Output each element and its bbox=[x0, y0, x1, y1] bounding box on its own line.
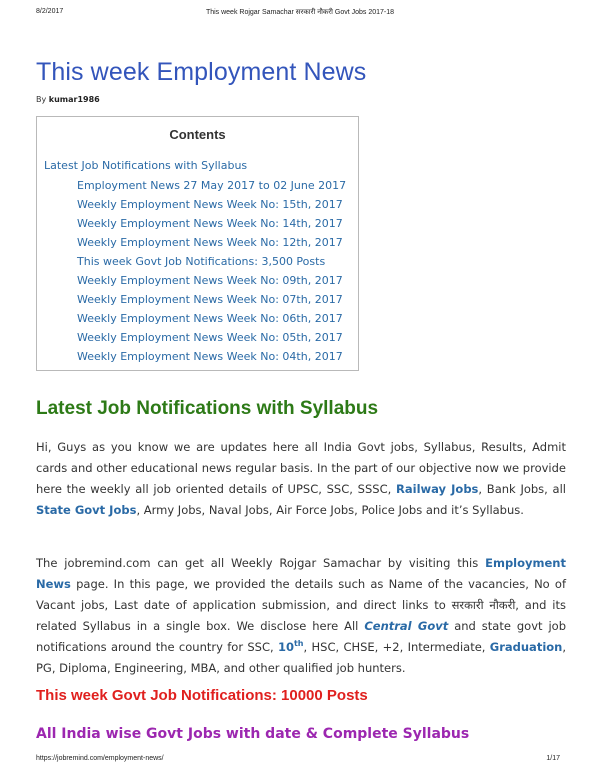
text-run: , PG, Diploma, Engineering, MBA, and other qualified job hunters. bbox=[36, 640, 566, 675]
toc-heading: Contents bbox=[169, 127, 226, 142]
graduation-link[interactable]: Graduation bbox=[489, 640, 563, 654]
railway-jobs-link[interactable]: Railway Jobs bbox=[396, 482, 479, 496]
tenth-link[interactable] bbox=[278, 640, 304, 654]
text-run: , Bank Jobs, all bbox=[478, 482, 566, 496]
toc-item[interactable]: Latest Job Notifications with Syllabus bbox=[44, 159, 248, 172]
toc-item[interactable]: Weekly Employment News Week No: 06th, 2017 bbox=[77, 312, 343, 325]
text-run: and state govt job notifications around the country for SSC, bbox=[36, 619, 566, 654]
toc-item[interactable]: Weekly Employment News Week No: 05th, 2017 bbox=[77, 331, 343, 344]
text-run: The jobremind.com can get all Weekly Rojgar Samachar by visiting this bbox=[36, 556, 486, 570]
toc-item[interactable]: Employment News 27 May 2017 to 02 June 2017 bbox=[77, 179, 347, 192]
toc-item[interactable]: Weekly Employment News Week No: 12th, 2017 bbox=[77, 236, 343, 249]
author-name[interactable]: kumar1986 bbox=[48, 95, 100, 104]
toc-item[interactable]: Weekly Employment News Week No: 07th, 2017 bbox=[77, 293, 343, 306]
tenth-link-text: 10 bbox=[277, 640, 294, 654]
print-footer-page-number: 1/17 bbox=[546, 755, 560, 762]
text-run: Hi, Guys as you know we are updates here all India Govt jobs, Syllabus, Results, Admit cards and other educational news regular basis. In the part of our objective now we provide here the weekly all job oriented details of UPSC, SSC, SSSC, bbox=[36, 440, 566, 496]
toc-item[interactable]: This week Govt Job Notifications: 3,500 Posts bbox=[77, 255, 326, 268]
table-of-contents bbox=[36, 116, 359, 371]
text-run: page. In this page, we provided the details such as Name of the vacancies, No of Vacant jobs, Last date of application submission, and direct links to सरकारी नौकरी, and its related Syllabus in a single box. We disclose here All bbox=[36, 577, 566, 633]
text-run: , HSC, CHSE, +2, Intermediate, bbox=[303, 640, 490, 654]
print-header-title: This week Rojgar Samachar सरकारी नौकरी Govt Jobs 2017-18 bbox=[205, 9, 395, 16]
toc-item[interactable]: Weekly Employment News Week No: 09th, 2017 bbox=[77, 274, 343, 287]
tenth-link-sup: th bbox=[293, 639, 304, 649]
details-paragraph bbox=[36, 553, 566, 679]
byline-label: By bbox=[36, 95, 47, 104]
state-govt-jobs-link[interactable]: State Govt Jobs bbox=[36, 503, 137, 517]
employment-news-link[interactable]: Employment News bbox=[36, 556, 566, 591]
byline bbox=[36, 95, 100, 104]
section-heading: Latest Job Notifications with Syllabus bbox=[36, 398, 379, 419]
toc-item[interactable]: Weekly Employment News Week No: 15th, 2017 bbox=[77, 198, 343, 211]
print-header-date: 8/2/2017 bbox=[36, 8, 64, 15]
central-govt-link[interactable]: Central Govt bbox=[364, 619, 449, 633]
page-title: This week Employment News bbox=[36, 58, 367, 86]
text-run: , Army Jobs, Naval Jobs, Air Force Jobs, Police Jobs and it’s Syllabus. bbox=[136, 503, 524, 517]
toc-item[interactable]: Weekly Employment News Week No: 14th, 2017 bbox=[77, 217, 343, 230]
toc-item[interactable]: Weekly Employment News Week No: 04th, 2017 bbox=[77, 350, 343, 363]
all-india-govt-jobs-heading: All India wise Govt Jobs with date & Complete Syllabus bbox=[36, 726, 470, 742]
print-footer-url: https://jobremind.com/employment-news/ bbox=[36, 755, 164, 762]
intro-paragraph bbox=[36, 437, 566, 521]
govt-job-notifications-heading: This week Govt Job Notifications: 10000 Posts bbox=[36, 687, 368, 704]
